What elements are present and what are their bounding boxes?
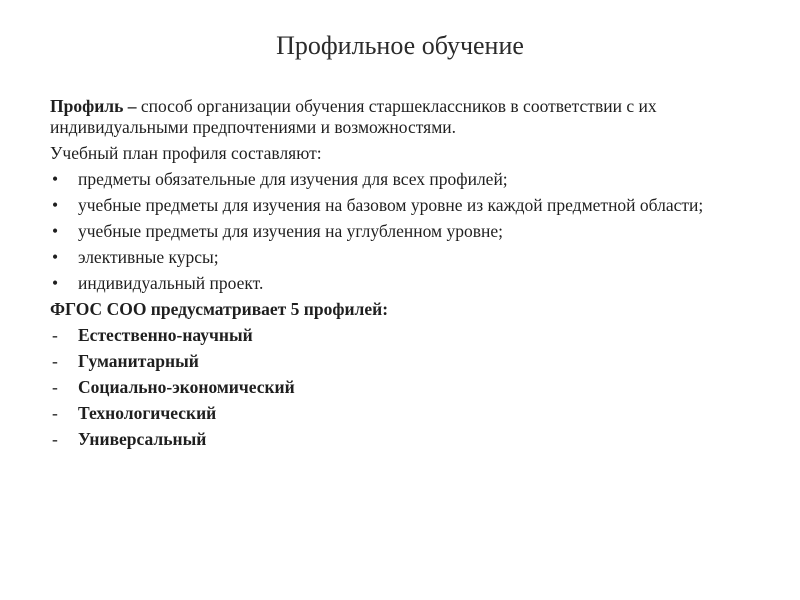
bullet-icon: •: [52, 169, 59, 189]
list-item: [50, 429, 710, 450]
plan-item-text: элективные курсы;: [78, 247, 219, 267]
list-item: [50, 273, 710, 294]
fgos-heading: ФГОС СОО предусматривает 5 профилей:: [50, 299, 389, 319]
list-item: [50, 403, 710, 424]
bullet-icon: •: [52, 195, 59, 215]
bullet-icon: •: [52, 247, 59, 267]
plan-item-text: учебные предметы для изучения на углубленном уровне;: [78, 221, 503, 241]
list-item: [50, 195, 710, 216]
definition-paragraph: [50, 96, 710, 138]
bullet-icon: •: [52, 221, 59, 241]
dash-icon: -: [52, 377, 58, 397]
slide-title: Профильное обучение: [276, 31, 524, 60]
slide-content: [50, 96, 710, 455]
plan-item-text: учебные предметы для изучения на базовом уровне из каждой предметной области;: [78, 195, 704, 215]
plan-item-text: предметы обязательные для изучения для всех профилей;: [78, 169, 508, 189]
definition-text: способ организации обучения старшеклассников в соответствии с их индивидуальными предпочтениями и возможностями.: [50, 96, 657, 137]
profile-name: Естественно-научный: [78, 325, 253, 345]
profiles-list: [50, 325, 710, 450]
profile-name: Технологический: [78, 403, 217, 423]
dash-icon: -: [52, 325, 58, 345]
bullet-icon: •: [52, 273, 59, 293]
plan-intro: Учебный план профиля составляют:: [50, 143, 322, 163]
profile-name: Социально-экономический: [78, 377, 295, 397]
list-item: [50, 325, 710, 346]
plan-list: [50, 169, 710, 294]
dash-icon: -: [52, 403, 58, 423]
plan-item-text: индивидуальный проект.: [78, 273, 264, 293]
dash-icon: -: [52, 351, 58, 371]
list-item: [50, 351, 710, 372]
list-item: [50, 221, 710, 242]
profile-name: Универсальный: [78, 429, 207, 449]
list-item: [50, 169, 710, 190]
profile-name: Гуманитарный: [78, 351, 199, 371]
definition-term: Профиль –: [50, 96, 137, 116]
dash-icon: -: [52, 429, 58, 449]
list-item: [50, 247, 710, 268]
list-item: [50, 377, 710, 398]
